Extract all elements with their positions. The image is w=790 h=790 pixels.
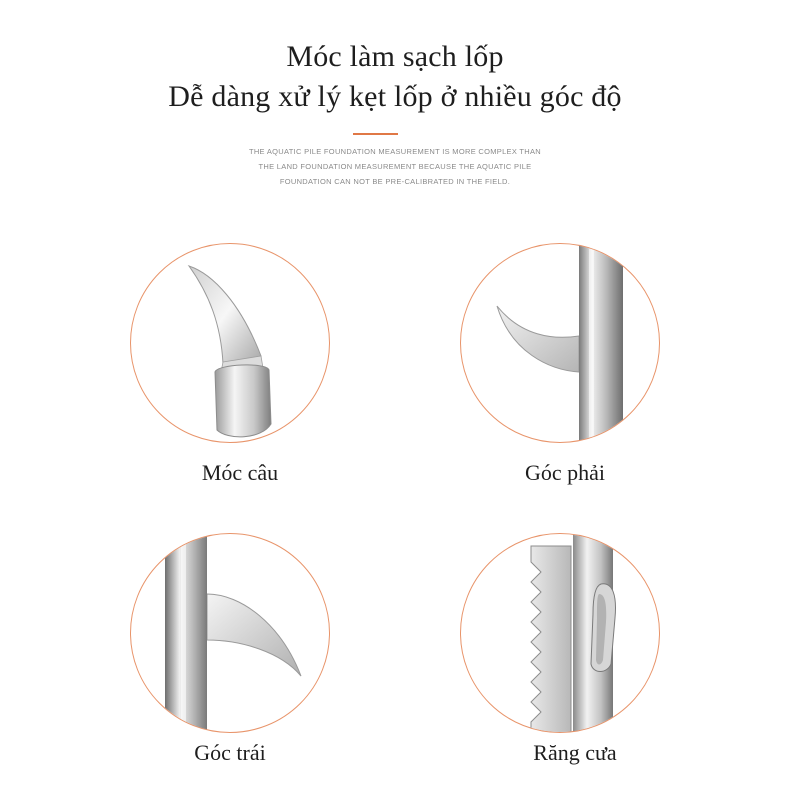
tool-label-hook: Móc câu xyxy=(201,460,279,485)
hook-tip-icon xyxy=(131,244,330,443)
serrated-tip-icon xyxy=(461,534,660,733)
tool-label-right-angle: Góc phải xyxy=(524,460,606,485)
description-line-3: FOUNDATION CAN NOT BE PRE-CALIBRATED IN THE FIELD. xyxy=(279,177,511,186)
right-angle-tip-icon xyxy=(461,244,660,443)
serrated-tip-image xyxy=(460,533,660,733)
accent-divider xyxy=(353,133,398,135)
page-subtitle: Dễ dàng xử lý kẹt lốp ở nhiều góc độ xyxy=(168,80,622,113)
left-angle-tip-icon xyxy=(131,534,330,733)
right-angle-tip-image xyxy=(460,243,660,443)
description-line-1: THE AQUATIC PILE FOUNDATION MEASUREMENT IS MORE COMPLEX THAN xyxy=(248,147,542,156)
left-angle-tip-image xyxy=(130,533,330,733)
description-line-2: THE LAND FOUNDATION MEASUREMENT BECAUSE THE AQUATIC PILE xyxy=(258,162,532,171)
hook-tip-image xyxy=(130,243,330,443)
tool-label-left-angle: Góc trái xyxy=(194,740,266,765)
page-title: Móc làm sạch lốp xyxy=(286,40,504,73)
tool-label-serrated: Răng cưa xyxy=(533,740,617,765)
